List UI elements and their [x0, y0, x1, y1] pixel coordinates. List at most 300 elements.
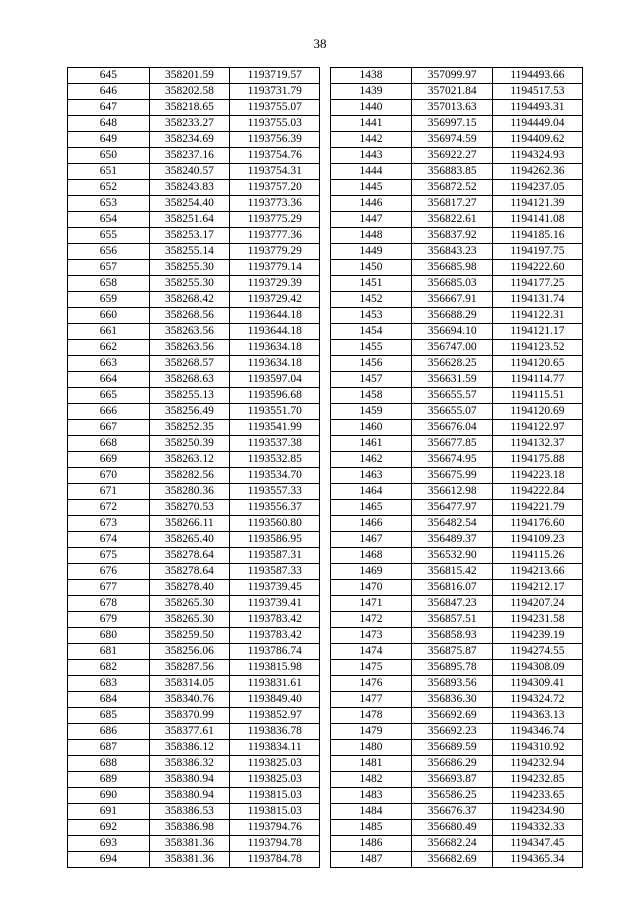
right-point-number-cell: 1477 [330, 692, 412, 708]
left-point-number-cell: 663 [68, 356, 150, 372]
table-row [68, 260, 583, 276]
column-gap [320, 340, 330, 356]
left-point-number-cell: 693 [68, 836, 150, 852]
right-y-coordinate-cell: 1194222.60 [492, 260, 582, 276]
left-y-coordinate-cell: 1193644.18 [230, 324, 320, 340]
right-x-coordinate-cell: 356837.92 [412, 228, 493, 244]
right-x-coordinate-cell: 356822.61 [412, 212, 493, 228]
column-gap [320, 628, 330, 644]
right-y-coordinate-cell: 1194212.17 [492, 580, 582, 596]
left-y-coordinate-cell: 1193560.80 [230, 516, 320, 532]
column-gap [320, 500, 330, 516]
column-gap [320, 244, 330, 260]
right-point-number-cell: 1460 [330, 420, 412, 436]
column-gap [320, 292, 330, 308]
right-y-coordinate-cell: 1194324.93 [492, 148, 582, 164]
right-point-number-cell: 1459 [330, 404, 412, 420]
left-x-coordinate-cell: 358381.36 [149, 852, 230, 868]
right-x-coordinate-cell: 356667.91 [412, 292, 493, 308]
left-point-number-cell: 648 [68, 116, 150, 132]
right-y-coordinate-cell: 1194233.65 [492, 788, 582, 804]
left-point-number-cell: 650 [68, 148, 150, 164]
table-row [68, 756, 583, 772]
right-x-coordinate-cell: 356612.98 [412, 484, 493, 500]
column-gap [320, 436, 330, 452]
table-row [68, 372, 583, 388]
right-point-number-cell: 1448 [330, 228, 412, 244]
left-point-number-cell: 653 [68, 196, 150, 212]
right-y-coordinate-cell: 1194365.34 [492, 852, 582, 868]
left-x-coordinate-cell: 358252.35 [149, 420, 230, 436]
left-x-coordinate-cell: 358237.16 [149, 148, 230, 164]
left-y-coordinate-cell: 1193852.97 [230, 708, 320, 724]
left-point-number-cell: 670 [68, 468, 150, 484]
right-y-coordinate-cell: 1194141.08 [492, 212, 582, 228]
page-number: 38 [313, 36, 327, 51]
table-row [68, 100, 583, 116]
left-y-coordinate-cell: 1193739.41 [230, 596, 320, 612]
right-x-coordinate-cell: 356843.23 [412, 244, 493, 260]
right-point-number-cell: 1461 [330, 436, 412, 452]
left-y-coordinate-cell: 1193756.39 [230, 132, 320, 148]
column-gap [320, 484, 330, 500]
table-row [68, 148, 583, 164]
right-x-coordinate-cell: 356817.27 [412, 196, 493, 212]
column-gap [320, 212, 330, 228]
left-y-coordinate-cell: 1193783.42 [230, 628, 320, 644]
right-x-coordinate-cell: 356747.00 [412, 340, 493, 356]
right-y-coordinate-cell: 1194120.65 [492, 356, 582, 372]
table-row [68, 596, 583, 612]
column-gap [320, 324, 330, 340]
left-x-coordinate-cell: 358268.56 [149, 308, 230, 324]
left-x-coordinate-cell: 358255.30 [149, 260, 230, 276]
right-y-coordinate-cell: 1194363.13 [492, 708, 582, 724]
table-row [68, 164, 583, 180]
column-gap [320, 644, 330, 660]
left-y-coordinate-cell: 1193586.95 [230, 532, 320, 548]
column-gap [320, 196, 330, 212]
left-x-coordinate-cell: 358380.94 [149, 788, 230, 804]
right-point-number-cell: 1467 [330, 532, 412, 548]
left-y-coordinate-cell: 1193754.76 [230, 148, 320, 164]
left-x-coordinate-cell: 358233.27 [149, 116, 230, 132]
table-row [68, 804, 583, 820]
right-x-coordinate-cell: 356688.29 [412, 308, 493, 324]
left-point-number-cell: 683 [68, 676, 150, 692]
left-y-coordinate-cell: 1193587.31 [230, 548, 320, 564]
left-y-coordinate-cell: 1193597.04 [230, 372, 320, 388]
right-y-coordinate-cell: 1194231.58 [492, 612, 582, 628]
left-y-coordinate-cell: 1193532.85 [230, 452, 320, 468]
left-y-coordinate-cell: 1193815.98 [230, 660, 320, 676]
table-row [68, 404, 583, 420]
right-y-coordinate-cell: 1194109.23 [492, 532, 582, 548]
column-gap [320, 260, 330, 276]
left-point-number-cell: 645 [68, 68, 150, 84]
table-row [68, 772, 583, 788]
left-x-coordinate-cell: 358255.13 [149, 388, 230, 404]
left-y-coordinate-cell: 1193825.03 [230, 756, 320, 772]
coordinates-table-body [68, 68, 583, 868]
table-row [68, 452, 583, 468]
left-x-coordinate-cell: 358268.42 [149, 292, 230, 308]
table-row [68, 132, 583, 148]
left-point-number-cell: 681 [68, 644, 150, 660]
right-point-number-cell: 1441 [330, 116, 412, 132]
left-point-number-cell: 656 [68, 244, 150, 260]
right-x-coordinate-cell: 356685.03 [412, 276, 493, 292]
left-point-number-cell: 666 [68, 404, 150, 420]
right-x-coordinate-cell: 356655.07 [412, 404, 493, 420]
table-row [68, 836, 583, 852]
left-point-number-cell: 685 [68, 708, 150, 724]
table-row [68, 628, 583, 644]
right-x-coordinate-cell: 356974.59 [412, 132, 493, 148]
left-y-coordinate-cell: 1193534.70 [230, 468, 320, 484]
right-point-number-cell: 1469 [330, 564, 412, 580]
right-x-coordinate-cell: 356816.07 [412, 580, 493, 596]
table-row [68, 116, 583, 132]
left-point-number-cell: 654 [68, 212, 150, 228]
right-y-coordinate-cell: 1194324.72 [492, 692, 582, 708]
left-y-coordinate-cell: 1193794.76 [230, 820, 320, 836]
column-gap [320, 100, 330, 116]
table-row [68, 388, 583, 404]
right-point-number-cell: 1478 [330, 708, 412, 724]
left-y-coordinate-cell: 1193815.03 [230, 788, 320, 804]
right-y-coordinate-cell: 1194234.90 [492, 804, 582, 820]
right-y-coordinate-cell: 1194115.26 [492, 548, 582, 564]
right-x-coordinate-cell: 356680.49 [412, 820, 493, 836]
right-x-coordinate-cell: 356655.57 [412, 388, 493, 404]
left-x-coordinate-cell: 358243.83 [149, 180, 230, 196]
right-y-coordinate-cell: 1194308.09 [492, 660, 582, 676]
right-x-coordinate-cell: 356875.87 [412, 644, 493, 660]
right-y-coordinate-cell: 1194332.33 [492, 820, 582, 836]
column-gap [320, 84, 330, 100]
table-row [68, 548, 583, 564]
right-x-coordinate-cell: 356628.25 [412, 356, 493, 372]
table-row [68, 244, 583, 260]
column-gap [320, 276, 330, 292]
table-row [68, 308, 583, 324]
right-point-number-cell: 1445 [330, 180, 412, 196]
right-y-coordinate-cell: 1194274.55 [492, 644, 582, 660]
table-row [68, 436, 583, 452]
left-x-coordinate-cell: 358287.56 [149, 660, 230, 676]
right-point-number-cell: 1483 [330, 788, 412, 804]
column-gap [320, 548, 330, 564]
table-row [68, 212, 583, 228]
right-y-coordinate-cell: 1194197.75 [492, 244, 582, 260]
right-point-number-cell: 1481 [330, 756, 412, 772]
right-x-coordinate-cell: 356895.78 [412, 660, 493, 676]
left-y-coordinate-cell: 1193779.14 [230, 260, 320, 276]
right-x-coordinate-cell: 356489.37 [412, 532, 493, 548]
right-point-number-cell: 1465 [330, 500, 412, 516]
left-x-coordinate-cell: 358314.05 [149, 676, 230, 692]
right-y-coordinate-cell: 1194122.31 [492, 308, 582, 324]
right-y-coordinate-cell: 1194120.69 [492, 404, 582, 420]
right-point-number-cell: 1438 [330, 68, 412, 84]
left-y-coordinate-cell: 1193836.78 [230, 724, 320, 740]
right-point-number-cell: 1487 [330, 852, 412, 868]
right-y-coordinate-cell: 1194409.62 [492, 132, 582, 148]
right-point-number-cell: 1456 [330, 356, 412, 372]
right-y-coordinate-cell: 1194213.66 [492, 564, 582, 580]
right-y-coordinate-cell: 1194309.41 [492, 676, 582, 692]
column-gap [320, 804, 330, 820]
left-x-coordinate-cell: 358380.94 [149, 772, 230, 788]
right-y-coordinate-cell: 1194347.45 [492, 836, 582, 852]
right-y-coordinate-cell: 1194176.60 [492, 516, 582, 532]
left-x-coordinate-cell: 358263.56 [149, 324, 230, 340]
table-row [68, 532, 583, 548]
right-point-number-cell: 1449 [330, 244, 412, 260]
left-x-coordinate-cell: 358254.40 [149, 196, 230, 212]
left-point-number-cell: 668 [68, 436, 150, 452]
right-point-number-cell: 1482 [330, 772, 412, 788]
right-point-number-cell: 1471 [330, 596, 412, 612]
right-point-number-cell: 1486 [330, 836, 412, 852]
right-x-coordinate-cell: 356689.59 [412, 740, 493, 756]
right-x-coordinate-cell: 356682.24 [412, 836, 493, 852]
table-row [68, 564, 583, 580]
left-y-coordinate-cell: 1193757.20 [230, 180, 320, 196]
coordinates-table [67, 67, 583, 868]
left-y-coordinate-cell: 1193794.78 [230, 836, 320, 852]
column-gap [320, 452, 330, 468]
left-x-coordinate-cell: 358386.98 [149, 820, 230, 836]
right-x-coordinate-cell: 356674.95 [412, 452, 493, 468]
table-row [68, 788, 583, 804]
right-x-coordinate-cell: 357021.84 [412, 84, 493, 100]
column-gap [320, 68, 330, 84]
left-point-number-cell: 647 [68, 100, 150, 116]
column-gap [320, 612, 330, 628]
left-point-number-cell: 651 [68, 164, 150, 180]
left-y-coordinate-cell: 1193834.11 [230, 740, 320, 756]
right-y-coordinate-cell: 1194131.74 [492, 292, 582, 308]
right-x-coordinate-cell: 356815.42 [412, 564, 493, 580]
right-y-coordinate-cell: 1194232.94 [492, 756, 582, 772]
right-x-coordinate-cell: 356694.10 [412, 324, 493, 340]
right-x-coordinate-cell: 357099.97 [412, 68, 493, 84]
left-point-number-cell: 689 [68, 772, 150, 788]
left-y-coordinate-cell: 1193783.42 [230, 612, 320, 628]
right-point-number-cell: 1442 [330, 132, 412, 148]
right-point-number-cell: 1454 [330, 324, 412, 340]
left-point-number-cell: 660 [68, 308, 150, 324]
left-y-coordinate-cell: 1193815.03 [230, 804, 320, 820]
left-y-coordinate-cell: 1193644.18 [230, 308, 320, 324]
left-point-number-cell: 672 [68, 500, 150, 516]
table-row [68, 292, 583, 308]
left-y-coordinate-cell: 1193739.45 [230, 580, 320, 596]
left-point-number-cell: 684 [68, 692, 150, 708]
left-x-coordinate-cell: 358265.40 [149, 532, 230, 548]
right-x-coordinate-cell: 356676.04 [412, 420, 493, 436]
left-y-coordinate-cell: 1193755.07 [230, 100, 320, 116]
table-row [68, 228, 583, 244]
left-y-coordinate-cell: 1193779.29 [230, 244, 320, 260]
column-gap [320, 308, 330, 324]
column-gap [320, 740, 330, 756]
left-x-coordinate-cell: 358386.12 [149, 740, 230, 756]
column-gap [320, 404, 330, 420]
left-x-coordinate-cell: 358201.59 [149, 68, 230, 84]
left-y-coordinate-cell: 1193729.39 [230, 276, 320, 292]
left-point-number-cell: 664 [68, 372, 150, 388]
table-row [68, 84, 583, 100]
right-x-coordinate-cell: 356482.54 [412, 516, 493, 532]
right-point-number-cell: 1470 [330, 580, 412, 596]
right-x-coordinate-cell: 356836.30 [412, 692, 493, 708]
right-x-coordinate-cell: 356692.23 [412, 724, 493, 740]
left-x-coordinate-cell: 358253.17 [149, 228, 230, 244]
column-gap [320, 388, 330, 404]
column-gap [320, 772, 330, 788]
right-point-number-cell: 1450 [330, 260, 412, 276]
left-y-coordinate-cell: 1193556.37 [230, 500, 320, 516]
table-row [68, 612, 583, 628]
column-gap [320, 356, 330, 372]
table-row [68, 340, 583, 356]
left-y-coordinate-cell: 1193755.03 [230, 116, 320, 132]
right-x-coordinate-cell: 356586.25 [412, 788, 493, 804]
left-x-coordinate-cell: 358278.64 [149, 564, 230, 580]
right-point-number-cell: 1473 [330, 628, 412, 644]
right-y-coordinate-cell: 1194221.79 [492, 500, 582, 516]
left-point-number-cell: 646 [68, 84, 150, 100]
left-point-number-cell: 694 [68, 852, 150, 868]
right-point-number-cell: 1462 [330, 452, 412, 468]
column-gap [320, 724, 330, 740]
column-gap [320, 468, 330, 484]
left-y-coordinate-cell: 1193551.70 [230, 404, 320, 420]
right-point-number-cell: 1439 [330, 84, 412, 100]
column-gap [320, 228, 330, 244]
right-x-coordinate-cell: 356676.37 [412, 804, 493, 820]
column-gap [320, 180, 330, 196]
left-x-coordinate-cell: 358386.53 [149, 804, 230, 820]
right-x-coordinate-cell: 356677.85 [412, 436, 493, 452]
left-x-coordinate-cell: 358386.32 [149, 756, 230, 772]
left-x-coordinate-cell: 358340.76 [149, 692, 230, 708]
right-y-coordinate-cell: 1194132.37 [492, 436, 582, 452]
table-row [68, 692, 583, 708]
left-y-coordinate-cell: 1193754.31 [230, 164, 320, 180]
left-point-number-cell: 667 [68, 420, 150, 436]
right-x-coordinate-cell: 356858.93 [412, 628, 493, 644]
left-point-number-cell: 649 [68, 132, 150, 148]
right-point-number-cell: 1446 [330, 196, 412, 212]
right-y-coordinate-cell: 1194262.36 [492, 164, 582, 180]
right-x-coordinate-cell: 356682.69 [412, 852, 493, 868]
table-row [68, 484, 583, 500]
column-gap [320, 852, 330, 868]
left-y-coordinate-cell: 1193537.38 [230, 436, 320, 452]
left-point-number-cell: 655 [68, 228, 150, 244]
column-gap [320, 596, 330, 612]
right-x-coordinate-cell: 357013.63 [412, 100, 493, 116]
right-y-coordinate-cell: 1194114.77 [492, 372, 582, 388]
right-y-coordinate-cell: 1194185.16 [492, 228, 582, 244]
right-x-coordinate-cell: 356997.15 [412, 116, 493, 132]
column-gap [320, 372, 330, 388]
column-gap [320, 756, 330, 772]
left-point-number-cell: 673 [68, 516, 150, 532]
table-row [68, 356, 583, 372]
left-y-coordinate-cell: 1193831.61 [230, 676, 320, 692]
left-x-coordinate-cell: 358265.30 [149, 596, 230, 612]
right-y-coordinate-cell: 1194122.97 [492, 420, 582, 436]
left-point-number-cell: 679 [68, 612, 150, 628]
left-point-number-cell: 662 [68, 340, 150, 356]
right-point-number-cell: 1474 [330, 644, 412, 660]
column-gap [320, 420, 330, 436]
right-point-number-cell: 1444 [330, 164, 412, 180]
left-x-coordinate-cell: 358250.39 [149, 436, 230, 452]
right-y-coordinate-cell: 1194207.24 [492, 596, 582, 612]
right-point-number-cell: 1453 [330, 308, 412, 324]
right-x-coordinate-cell: 356857.51 [412, 612, 493, 628]
right-y-coordinate-cell: 1194239.19 [492, 628, 582, 644]
right-y-coordinate-cell: 1194237.05 [492, 180, 582, 196]
left-x-coordinate-cell: 358256.49 [149, 404, 230, 420]
left-point-number-cell: 675 [68, 548, 150, 564]
column-gap [320, 116, 330, 132]
table-row [68, 660, 583, 676]
left-x-coordinate-cell: 358268.57 [149, 356, 230, 372]
left-point-number-cell: 690 [68, 788, 150, 804]
left-x-coordinate-cell: 358280.36 [149, 484, 230, 500]
table-row [68, 644, 583, 660]
right-y-coordinate-cell: 1194493.66 [492, 68, 582, 84]
left-y-coordinate-cell: 1193729.42 [230, 292, 320, 308]
left-point-number-cell: 688 [68, 756, 150, 772]
right-y-coordinate-cell: 1194175.88 [492, 452, 582, 468]
left-y-coordinate-cell: 1193825.03 [230, 772, 320, 788]
right-point-number-cell: 1484 [330, 804, 412, 820]
left-x-coordinate-cell: 358278.40 [149, 580, 230, 596]
left-x-coordinate-cell: 358268.63 [149, 372, 230, 388]
right-y-coordinate-cell: 1194123.52 [492, 340, 582, 356]
column-gap [320, 836, 330, 852]
right-y-coordinate-cell: 1194177.25 [492, 276, 582, 292]
left-y-coordinate-cell: 1193719.57 [230, 68, 320, 84]
right-point-number-cell: 1440 [330, 100, 412, 116]
left-x-coordinate-cell: 358202.58 [149, 84, 230, 100]
right-point-number-cell: 1472 [330, 612, 412, 628]
left-point-number-cell: 687 [68, 740, 150, 756]
right-point-number-cell: 1447 [330, 212, 412, 228]
table-row [68, 708, 583, 724]
left-y-coordinate-cell: 1193786.74 [230, 644, 320, 660]
left-point-number-cell: 691 [68, 804, 150, 820]
right-x-coordinate-cell: 356883.85 [412, 164, 493, 180]
right-x-coordinate-cell: 356922.27 [412, 148, 493, 164]
column-gap [320, 516, 330, 532]
table-row [68, 820, 583, 836]
left-y-coordinate-cell: 1193541.99 [230, 420, 320, 436]
left-point-number-cell: 676 [68, 564, 150, 580]
column-gap [320, 132, 330, 148]
left-y-coordinate-cell: 1193596.68 [230, 388, 320, 404]
left-x-coordinate-cell: 358218.65 [149, 100, 230, 116]
left-x-coordinate-cell: 358256.06 [149, 644, 230, 660]
